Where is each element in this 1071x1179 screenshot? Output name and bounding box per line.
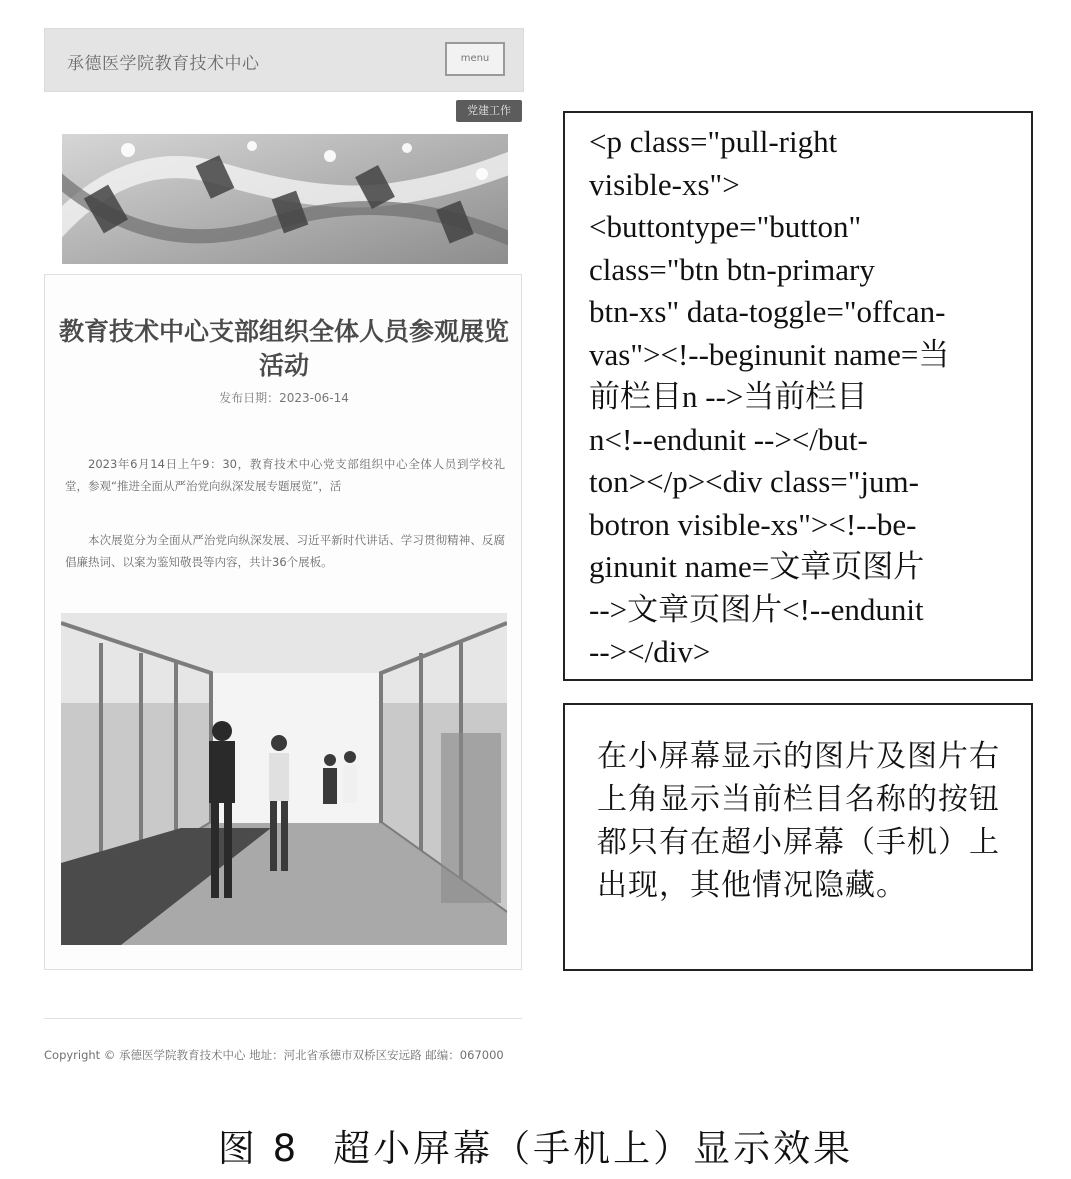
site-title[interactable]: 承德医学院教育技术中心 [67,54,260,74]
top-navbar [44,28,524,92]
code-snippet: <p class="pull-right visible-xs"> <buttontype="button" class="btn btn-primary btn-xs" data-toggle="offcan- vas"><!--beginunit name=当 前栏目n -->当前栏目 n<!--endunit --></but- ton></p><div class="jum- botron visible-xs"><!--be- ginunit name=文章页图片 -->文章页图片<!--endunit --></div> [589,124,950,669]
site-footer: Copyright © 承德医学院教育技术中心 地址：河北省承德市双桥区安远路 邮编：067000 [44,1048,504,1062]
note-box [563,703,1033,971]
article-card [44,274,522,970]
banner-image [62,134,508,264]
article-paragraph: 本次展览分为全面从严治党向纵深发展、习近平新时代讲话、学习贯彻精神、反腐倡廉热词、以案为鉴知敬畏等内容，共计36个展板。 [65,533,505,569]
article-photo [61,613,507,945]
phone-screenshot [38,20,534,1090]
banner-graphic [62,134,508,264]
figure-label: 图 8 [217,1127,300,1170]
hall-photo-graphic [61,613,507,945]
article-date: 发布日期：2023-06-14 [219,391,349,405]
figure-caption [0,1118,1071,1172]
figure-caption-text: 超小屏幕（手机上）显示效果 [333,1127,854,1170]
footer-divider [44,1018,522,1019]
article-title: 教育技术中心支部组织全体人员参观展览活动 [58,317,509,380]
article-paragraph: 2023年6月14日上午9：30，教育技术中心党支部组织中心全体人员到学校礼堂，参观“推进全面从严治党向纵深发展专题展览”，活 [65,457,505,493]
note-text: 在小屏幕显示的图片及图片右上角显示当前栏目名称的按钮都只有在超小屏幕（手机）上出现，其他情况隐藏。 [597,739,1000,903]
current-column-button[interactable]: 党建工作 [456,100,522,122]
menu-button[interactable]: menu [445,42,505,76]
code-box [563,111,1033,681]
